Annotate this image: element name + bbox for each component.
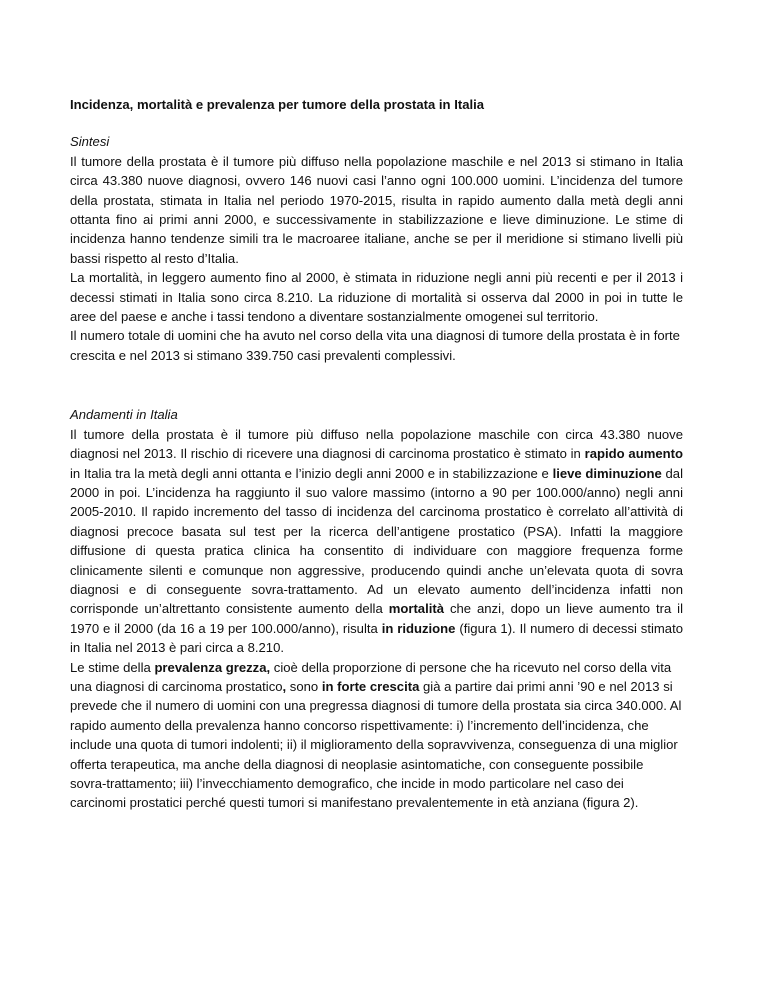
sintesi-paragraph-3: Il numero totale di uomini che ha avuto nel corso della vita una diagnosi di tumore della prostata è in forte crescita e nel 2013 si stimano 339.750 casi prevalenti complessivi. (70, 328, 680, 363)
text-run: già a partire dai primi anni ’90 e nel 2013 si prevede che il numero di uomini con una pregressa diagnosi di tumore della prostata sia circa 340.000. Al rapido aumento della prevalenza hanno concorso rispettivamente: i) l’incremento dell’incidenza, che include una quota di tumori indolenti; ii) il miglioramento della sopravvivenza, conseguenza di una miglior offerta terapeutica, ma anche della diagnosi di neoplasie asintomatiche, con conseguente possibile sovra-trattamento; iii) l’invecchiamento demografico, che incide in modo particolare nel caso dei carcinomi prostatici perché questi tumori si manifestano prevalentemente in età anziana (figura 2). (70, 678, 682, 811)
section-heading-sintesi: Sintesi (70, 134, 110, 150)
text-run: dal 2000 in poi. L’incidenza ha raggiunto il suo valore massimo (intorno a 90 per 100.000/anno) negli anni 2005-2010. Il rapido incremento del tasso di incidenza del carcinoma prostatico è correlato all’attività di diagnosi precoce basata sul test per la ricerca dell’antigene prostatico (PSA). Infatti la maggiore diffusione di questa pratica clinica ha consentito di individuare con maggiore frequenza forme clinicamente silenti e comunque non aggressive, producendo quindi anche un’elevata quota di sovra diagnosi e di conseguente sovra-trattamento. Ad un elevato aumento dell’incidenza infatti non corrisponde un’altrettanto consistente aumento della (70, 465, 683, 617)
section-andamenti (70, 405, 683, 813)
text-run: che anzi, dopo un lieve aumento tra il 1970 e il 2000 (da 16 a 19 per 100.000/anno), risulta (70, 601, 683, 636)
section-spacer (70, 365, 683, 405)
text-run: in Italia tra la metà degli anni ottanta e l’inizio degli anni 2000 e in stabilizzazione e (70, 465, 553, 481)
sintesi-paragraph-2: La mortalità, in leggero aumento fino al 2000, è stimata in riduzione negli anni più recenti e per il 2013 i decessi stimati in Italia sono circa 8.210. La riduzione di mortalità si osserva dal 2000 in poi in tutte le aree del paese e anche i tassi tendono a diventare sostanzialmente omogenei sul territorio. (70, 270, 683, 325)
bold-run: , (282, 678, 287, 694)
text-run: cioè della proporzione di persone che ha ricevuto nel corso della vita una diagnosi di carcinoma prostatico (70, 659, 672, 694)
bold-run: in forte crescita (321, 678, 420, 694)
text-run: Il tumore della prostata è il tumore più diffuso nella popolazione maschile con circa 43.380 nuove diagnosi nel 2013. Il rischio di ricevere una diagnosi di carcinoma prostatico è stimato in (70, 426, 683, 462)
section-heading-andamenti: Andamenti in Italia (70, 407, 178, 423)
bold-run: lieve diminuzione (552, 465, 662, 481)
document-title: Incidenza, mortalità e prevalenza per tumore della prostata in Italia (70, 97, 485, 112)
sintesi-paragraph-1: Il tumore della prostata è il tumore più diffuso nella popolazione maschile e nel 2013 si stimano in Italia circa 43.380 nuove diagnosi, ovvero 146 nuovi casi l’anno ogni 100.000 uomini. L’incidenza del tumore della prostata, stimata in Italia nel periodo 1970-2015, risulta in rapido aumento dalla metà degli anni ottanta fino ai primi anni 2000, e successivamente in stabilizzazione e lieve diminuzione. Le stime di incidenza hanno tendenze simili tra le macroaree italiane, anche se per il meridione si stimano livelli più bassi rispetto al resto d’Italia. (70, 153, 683, 266)
bold-run: in riduzione (381, 620, 456, 636)
bold-run: prevalenza grezza, (154, 659, 271, 675)
bold-run: rapido aumento (584, 446, 683, 462)
bold-run: mortalità (388, 601, 444, 617)
andamenti-paragraph-1 (70, 425, 683, 658)
text-run: Le stime della (70, 659, 155, 675)
section-sintesi (70, 132, 683, 365)
text-run: sono (286, 678, 322, 694)
text-run: (figura 1). Il numero di decessi stimato in Italia nel 2013 è pari circa a 8.210. (70, 620, 684, 656)
andamenti-paragraph-2 (70, 658, 683, 813)
